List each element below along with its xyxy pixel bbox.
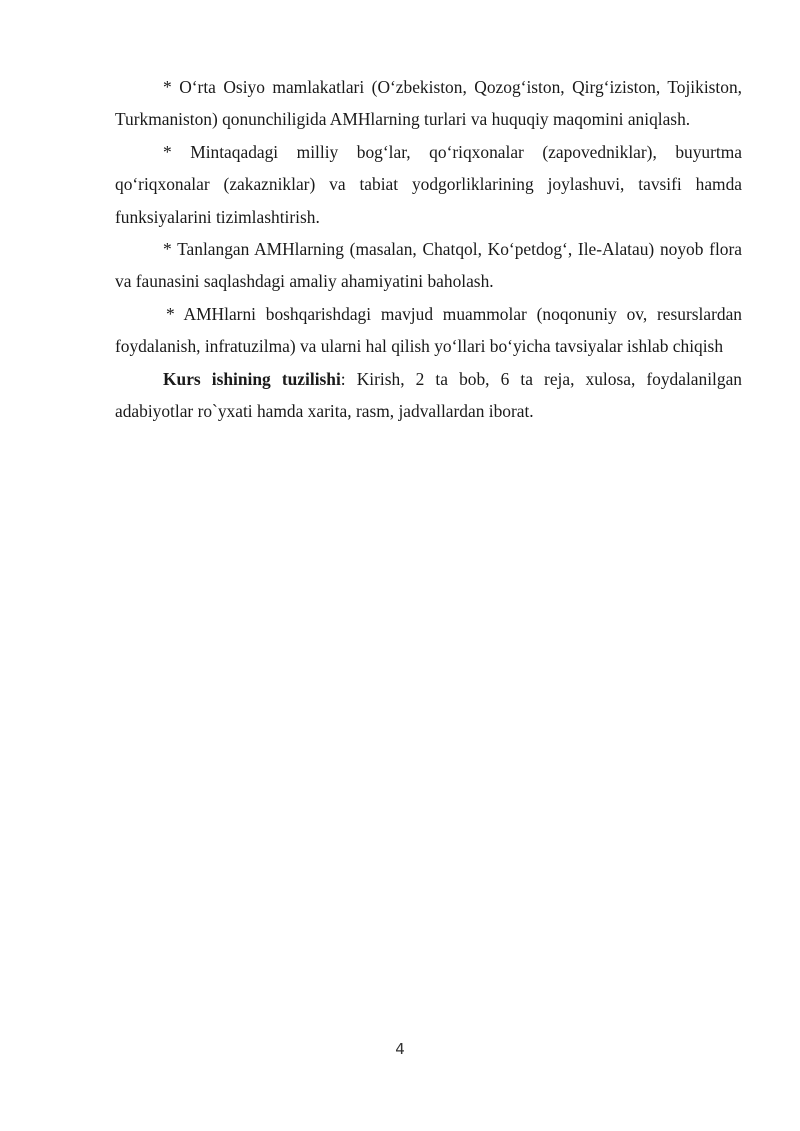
course-structure-separator: : bbox=[340, 368, 346, 389]
course-structure-label: Kurs ishining tuzilishi bbox=[163, 368, 341, 389]
paragraph-legislation: * O‘rta Osiyo mamlakatlari (O‘zbekiston, Qozog‘iston, Qirg‘iziston, Tojikiston, Turkmaniston) qonunchiligida AMHlarning turlari va huquqiy maqomini aniqlash. bbox=[115, 77, 742, 130]
course-structure-text: Kirish, 2 ta bob, 6 ta reja, xulosa, foydalanilgan adabiyotlar ro`yxati hamda xarita, rasm, jadvallardan iborat. bbox=[115, 368, 742, 422]
paragraph-course-structure bbox=[115, 363, 742, 428]
page-body bbox=[115, 71, 742, 427]
paragraph-management-problems: * AMHlarni boshqarishdagi mavjud muammolar (noqonuniy ov, resurslardan foydalanish, infratuzilma) va ularni hal qilish yo‘llari bo‘yicha tavsiyalar ishlab chiqish bbox=[115, 303, 742, 357]
page-number: 4 bbox=[395, 1040, 405, 1058]
paragraph-protected-areas: * Mintaqadagi milliy bog‘lar, qo‘riqxonalar (zapovedniklar), buyurtma qo‘riqxonalar (zakazniklar) va tabiat yodgorliklarining joylashuvi, tavsifi hamda funksiyalarini tizimlashtirish. bbox=[115, 141, 742, 227]
paragraph-flora-fauna: * Tanlangan AMHlarning (masalan, Chatqol, Ko‘petdog‘, Ile-Alatau) noyob flora va faunasini saqlashdagi amaliy ahamiyatini baholash. bbox=[115, 239, 742, 292]
